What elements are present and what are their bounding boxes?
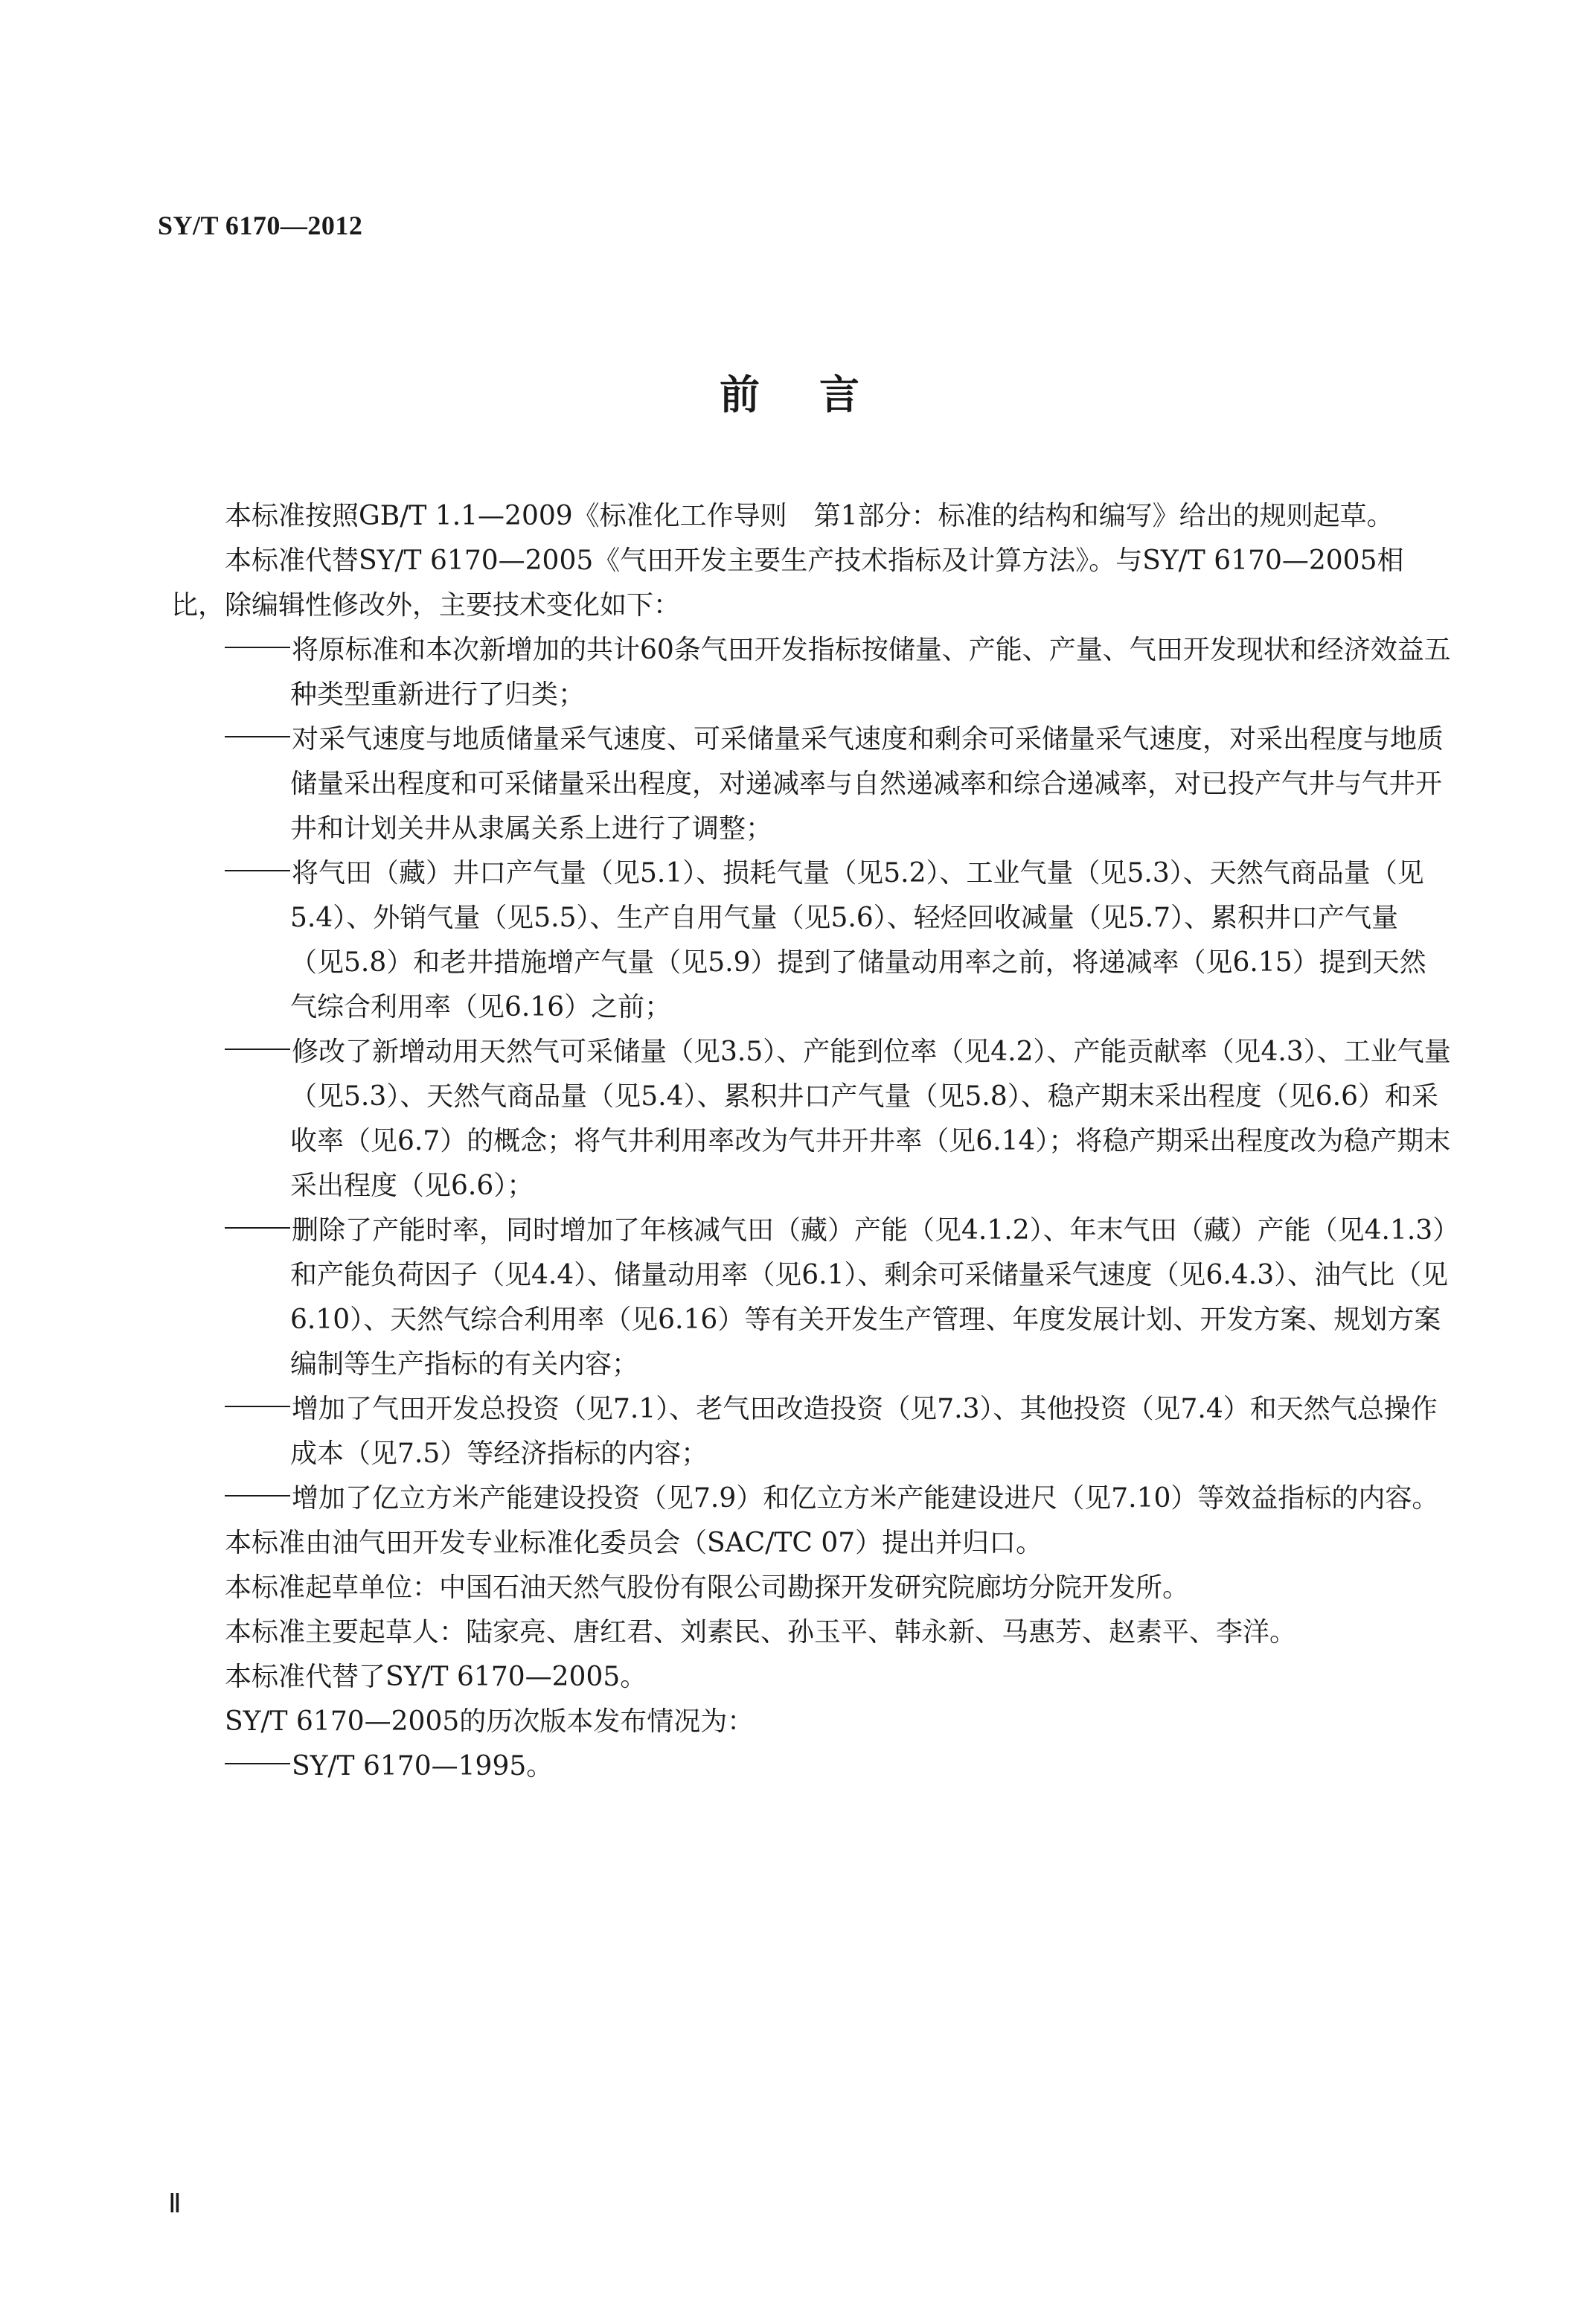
page-number: Ⅱ — [168, 2189, 182, 2218]
paragraph-drafting-rule: 本标准按照GB/T 1.1—2009《标准化工作导则 第1部分：标准的结构和编写》给出的规则起草。 — [225, 501, 1394, 531]
list-item: 删除了产能时率，同时增加了年核减气田（藏）产能（见4.1.2）、年末气田（藏）产能（见4.1.3）和产能负荷因子（见4.4）、储量动用率（见6.1）、剩余可采储量采气速度（见6.4.3）、油气比（见6.10）、天然气综合利用率（见6.16）等有关开发生产管理、年度发展计划、开发方案、规划方案编制等生产指标的有关内容； — [171, 1209, 1451, 1387]
paragraph-drafting-unit: 本标准起草单位：中国石油天然气股份有限公司勘探开发研究院廊坊分院开发所。 — [225, 1572, 1190, 1603]
paragraph-history-intro: SY/T 6170—2005的历次版本发布情况为： — [225, 1706, 755, 1737]
page-title: 前言 — [720, 371, 919, 418]
dash-marker — [225, 647, 290, 648]
dash-marker — [225, 870, 290, 871]
history-item: SY/T 6170—1995。 — [171, 1744, 1451, 1789]
list-item: 增加了气田开发总投资（见7.1）、老气田改造投资（见7.3）、其他投资（见7.4）和天然气总操作成本（见7.5）等经济指标的内容； — [171, 1387, 1451, 1476]
dash-marker — [225, 1495, 290, 1496]
dash-marker — [225, 1763, 290, 1764]
paragraph-superseded: 本标准代替了SY/T 6170—2005。 — [225, 1662, 647, 1692]
dash-marker — [225, 1227, 290, 1229]
standard-code: SY/T 6170—2012 — [158, 211, 363, 240]
list-item: 对采气速度与地质储量采气速度、可采储量采气速度和剩余可采储量采气速度，对采出程度与地质储量采出程度和可采储量采出程度，对递减率与自然递减率和综合递减率，对已投产气井与气井开井和计划关井从隶属关系上进行了调整； — [171, 717, 1451, 851]
paragraph-drafters: 本标准主要起草人：陆家亮、唐红君、刘素民、孙玉平、韩永新、马惠芳、赵素平、李洋。 — [225, 1617, 1297, 1648]
list-item: 增加了亿立方米产能建设投资（见7.9）和亿立方米产能建设进尺（见7.10）等效益指标的内容。 — [171, 1476, 1451, 1521]
list-item: 修改了新增动用天然气可采储量（见3.5）、产能到位率（见4.2）、产能贡献率（见4.3）、工业气量（见5.3）、天然气商品量（见5.4）、累积井口产气量（见5.8）、稳产期末采出程度（见6.6）和采收率（见6.7）的概念；将气井利用率改为气井开井率（见6.14）；将稳产期采出程度改为稳产期末采出程度（见6.6）； — [171, 1030, 1451, 1209]
document-body — [171, 494, 1451, 1789]
dash-marker — [225, 736, 290, 737]
paragraph-proposer: 本标准由油气田开发专业标准化委员会（SAC/TC 07）提出并归口。 — [225, 1528, 1043, 1558]
paragraph-replaces: 本标准代替SY/T 6170—2005《气田开发主要生产技术指标及计算方法》。与SY/T 6170—2005相比，除编辑性修改外，主要技术变化如下： — [171, 545, 1404, 621]
list-item: 将原标准和本次新增加的共计60条气田开发指标按储量、产能、产量、气田开发现状和经济效益五种类型重新进行了归类； — [171, 628, 1451, 717]
dash-marker — [225, 1406, 290, 1407]
dash-marker — [225, 1049, 290, 1050]
list-item: 将气田（藏）井口产气量（见5.1）、损耗气量（见5.2）、工业气量（见5.3）、天然气商品量（见5.4）、外销气量（见5.5）、生产自用气量（见5.6）、轻烃回收减量（见5.7）、累积井口产气量（见5.8）和老井措施增产气量（见5.9）提到了储量动用率之前，将递减率（见6.15）提到天然气综合利用率（见6.16）之前； — [171, 851, 1451, 1030]
